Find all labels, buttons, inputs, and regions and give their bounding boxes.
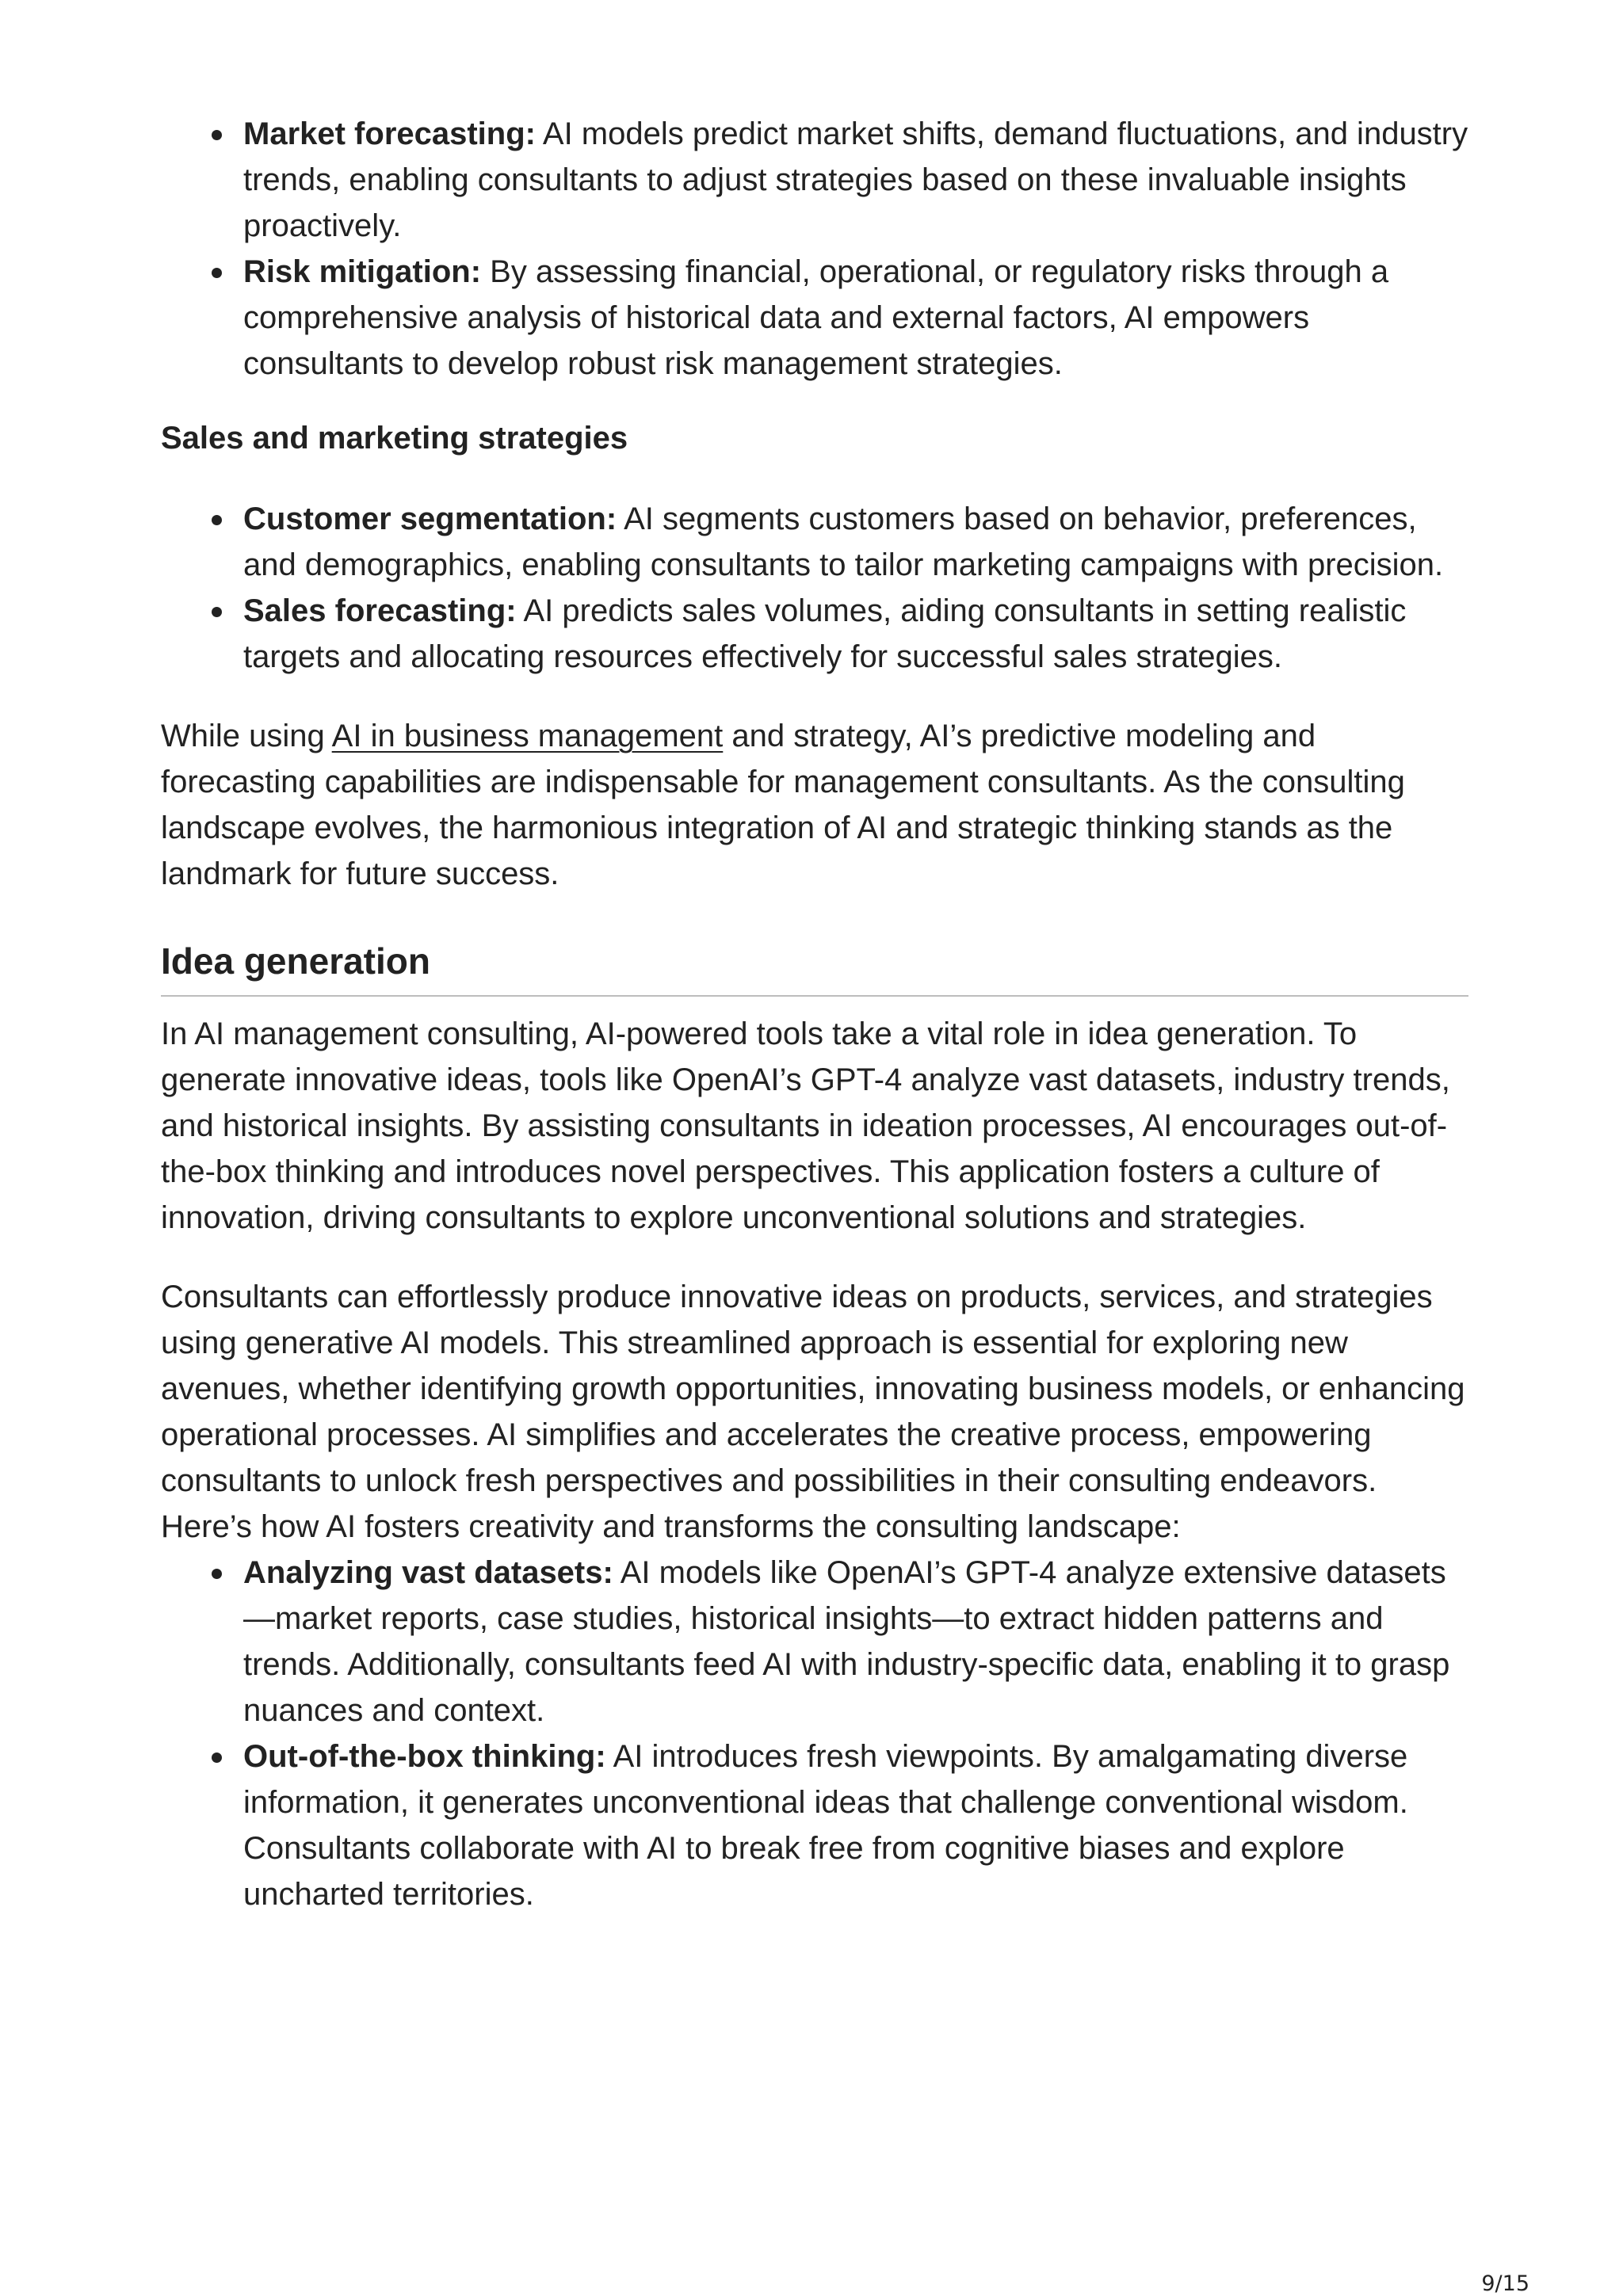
list-item [243, 1550, 1468, 1733]
sales-subheading: Sales and marketing strategies [161, 421, 628, 456]
idea-list [161, 1550, 1468, 1917]
summary-text-before: While using [161, 719, 332, 753]
list-item-term: Market forecasting: [243, 116, 536, 151]
list-item-text: By assessing financial, operational, or regulatory risks through a comprehensive analysis of historical data and external factors, AI empowers consultants to develop robust risk management strategies. [243, 254, 1389, 381]
list-item-term: Risk mitigation: [243, 254, 482, 289]
sales-list [161, 496, 1468, 680]
document-page [161, 111, 1468, 1917]
ai-business-management-link[interactable]: AI in business management [331, 719, 724, 753]
list-item-term: Out-of-the-box thinking: [243, 1739, 606, 1774]
list-item [243, 1733, 1468, 1917]
list-item [243, 111, 1468, 249]
forecasting-list [161, 111, 1468, 387]
list-item-text: AI predicts sales volumes, aiding consultants in setting realistic targets and allocating resources effectively for successful sales strategies. [243, 593, 1407, 674]
list-item-text: AI segments customers based on behavior, preferences, and demographics, enabling consultants to tailor marketing campaigns with precision. [243, 502, 1444, 582]
idea-paragraph-1: In AI management consulting, AI-powered tools take a vital role in idea generation. To generate innovative ideas, tools like OpenAI’s GPT-4 analyze vast datasets, industry trends, and historical insights. By assisting consultants in ideation processes, AI encourages out-of-the-box thinking and introduces novel perspectives. This application fosters a culture of innovation, driving consultants to explore unconventional solutions and strategies. [161, 1016, 1450, 1235]
page-number: 9/15 [1481, 2271, 1529, 2296]
list-item [243, 249, 1468, 387]
summary-paragraph [161, 713, 1468, 897]
list-item [243, 588, 1468, 680]
list-item [243, 496, 1468, 588]
idea-paragraph-2: Consultants can effortlessly produce innovative ideas on products, services, and strategies using generative AI models. This streamlined approach is essential for exploring new avenues, whether identifying growth opportunities, innovating business models, or enhancing operational processes. AI simplifies and accelerates the creative process, empowering consultants to unlock fresh perspectives and possibilities in their consulting endeavors. Here’s how AI fosters creativity and transforms the consulting landscape: [161, 1280, 1465, 1544]
list-item-text: AI models like OpenAI’s GPT-4 analyze extensive datasets—market reports, case studies, historical insights—to extract hidden patterns and trends. Additionally, consultants feed AI with industry-specific data, enabling it to grasp nuances and context. [243, 1555, 1450, 1728]
list-item-term: Customer segmentation: [243, 502, 617, 536]
idea-generation-heading: Idea generation [161, 938, 1468, 997]
list-item-text: AI models predict market shifts, demand fluctuations, and industry trends, enabling consultants to adjust strategies based on these invaluable insights proactively. [243, 116, 1468, 243]
list-item-term: Analyzing vast datasets: [243, 1555, 613, 1590]
list-item-text: AI introduces fresh viewpoints. By amalgamating diverse information, it generates unconventional ideas that challenge conventional wisdom. Consultants collaborate with AI to break free from cognitive biases and explore uncharted territories. [243, 1739, 1408, 1912]
list-item-term: Sales forecasting: [243, 593, 517, 628]
summary-text-after: and strategy, AI’s predictive modeling and forecasting capabilities are indispensable for management consultants. As the consulting landscape evolves, the harmonious integration of AI and strategic thinking stands as the landmark for future success. [161, 719, 1405, 891]
